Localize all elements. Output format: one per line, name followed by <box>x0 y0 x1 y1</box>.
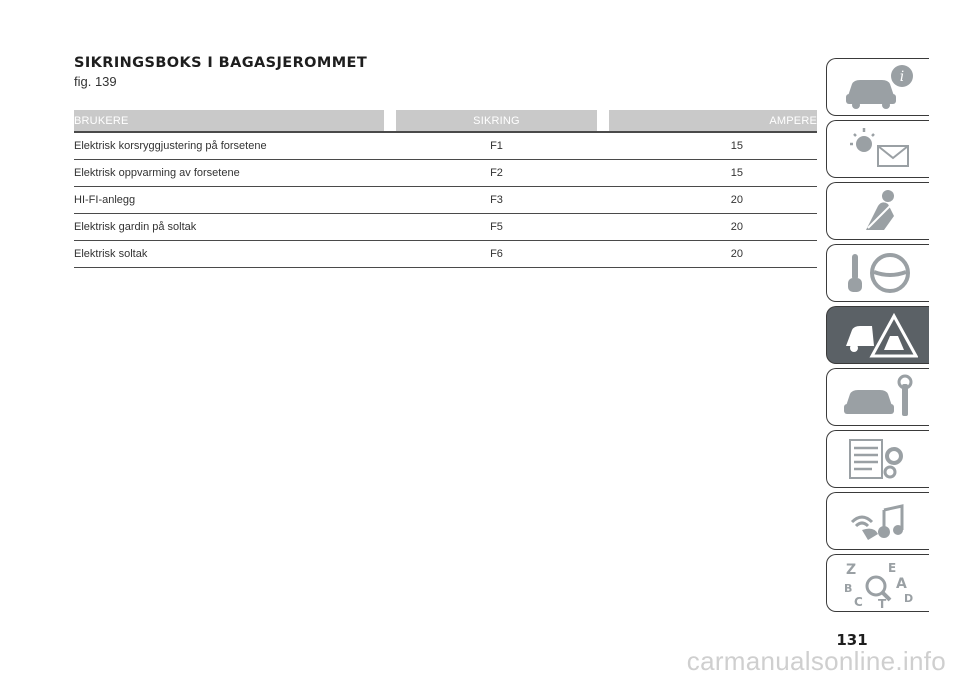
cell-user: HI-FI-anlegg <box>74 187 384 214</box>
column-header-ampere: AMPERE <box>609 110 817 132</box>
table-row <box>74 160 817 187</box>
tab-technical-data[interactable] <box>826 430 929 488</box>
cell-fuse: F5 <box>396 214 597 241</box>
fuse-table <box>74 110 817 268</box>
svg-text:Z: Z <box>846 562 857 578</box>
table-row <box>74 241 817 268</box>
figure-reference: fig. 139 <box>74 74 117 89</box>
warning-lights-icon <box>838 124 918 174</box>
table-row <box>74 132 817 160</box>
cell-user: Elektrisk soltak <box>74 241 384 268</box>
tab-emergency[interactable] <box>826 306 929 364</box>
svg-text:E: E <box>888 561 897 575</box>
tab-multimedia[interactable] <box>826 492 929 550</box>
table-header-row <box>74 110 817 132</box>
svg-text:C: C <box>854 595 863 608</box>
steering-wheel-key-icon <box>838 248 918 298</box>
cell-ampere: 20 <box>609 187 817 214</box>
cell-user: Elektrisk korsryggjustering på forsetene <box>74 132 384 160</box>
multimedia-icon <box>838 496 918 546</box>
car-info-icon <box>838 62 918 112</box>
tab-index[interactable] <box>826 554 929 612</box>
svg-text:A: A <box>896 576 907 592</box>
table-row <box>74 187 817 214</box>
cell-fuse: F3 <box>396 187 597 214</box>
watermark: carmanualsonline.info <box>686 646 946 676</box>
cell-ampere: 15 <box>609 160 817 187</box>
cell-ampere: 15 <box>609 132 817 160</box>
svg-text:T: T <box>878 597 887 608</box>
airbag-seat-icon <box>838 186 918 236</box>
technical-data-icon <box>838 434 918 484</box>
cell-fuse: F1 <box>396 132 597 160</box>
page-number: 131 <box>836 631 868 649</box>
page-title: SIKRINGSBOKS I BAGASJEROMMET <box>74 55 368 71</box>
svg-text:i: i <box>899 69 905 85</box>
column-header-users: BRUKERE <box>74 110 384 132</box>
svg-text:B: B <box>844 582 853 595</box>
car-maintenance-icon <box>838 372 918 422</box>
emergency-breakdown-icon <box>838 310 918 360</box>
tab-warning-lights[interactable] <box>826 120 929 178</box>
tab-car-info[interactable] <box>826 58 929 116</box>
column-header-fuse: SIKRING <box>396 110 597 132</box>
cell-user: Elektrisk oppvarming av forsetene <box>74 160 384 187</box>
tab-safety[interactable] <box>826 182 929 240</box>
cell-fuse: F2 <box>396 160 597 187</box>
svg-text:D: D <box>904 592 914 605</box>
index-az-icon <box>838 558 918 608</box>
tab-starting-driving[interactable] <box>826 244 929 302</box>
cell-ampere: 20 <box>609 214 817 241</box>
table-row <box>74 214 817 241</box>
cell-ampere: 20 <box>609 241 817 268</box>
cell-user: Elektrisk gardin på soltak <box>74 214 384 241</box>
cell-fuse: F6 <box>396 241 597 268</box>
tab-maintenance[interactable] <box>826 368 929 426</box>
